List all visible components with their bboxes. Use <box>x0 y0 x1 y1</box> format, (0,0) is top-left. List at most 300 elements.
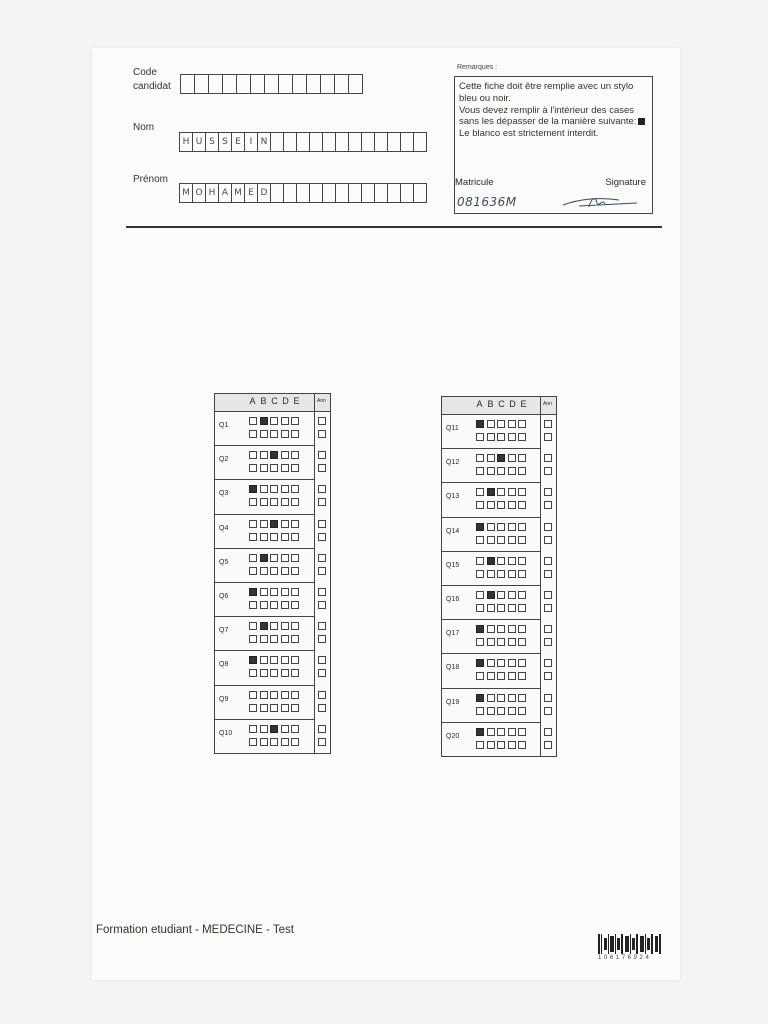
answer-checkbox[interactable] <box>518 728 526 736</box>
answer-checkbox[interactable] <box>497 420 505 428</box>
annul-checkbox[interactable] <box>544 741 552 749</box>
answer-checkbox[interactable] <box>270 656 278 664</box>
answer-checkbox[interactable] <box>497 672 505 680</box>
char-box[interactable] <box>348 132 362 152</box>
answer-checkbox[interactable] <box>508 707 516 715</box>
answer-checkbox[interactable] <box>260 430 268 438</box>
answer-checkbox[interactable] <box>497 570 505 578</box>
code-candidat-field[interactable] <box>180 74 363 94</box>
char-box[interactable] <box>348 74 363 94</box>
answer-checkbox[interactable] <box>508 467 516 475</box>
answer-checkbox[interactable] <box>291 738 299 746</box>
answer-checkbox[interactable] <box>518 741 526 749</box>
char-box[interactable]: D <box>257 183 271 203</box>
char-box[interactable] <box>283 183 297 203</box>
answer-checkbox[interactable] <box>270 533 278 541</box>
char-box[interactable]: H <box>205 183 219 203</box>
annul-checkbox[interactable] <box>318 430 326 438</box>
char-box[interactable]: E <box>244 183 258 203</box>
answer-checkbox[interactable] <box>476 638 484 646</box>
answer-checkbox[interactable] <box>249 498 257 506</box>
answer-checkbox[interactable] <box>281 417 289 425</box>
char-box[interactable] <box>374 183 388 203</box>
answer-checkbox[interactable] <box>270 464 278 472</box>
annul-checkbox[interactable] <box>318 498 326 506</box>
char-box[interactable] <box>413 183 427 203</box>
char-box[interactable] <box>180 74 195 94</box>
answer-checkbox[interactable] <box>281 554 289 562</box>
answer-checkbox[interactable] <box>487 467 495 475</box>
answer-checkbox[interactable] <box>281 464 289 472</box>
annul-checkbox[interactable] <box>318 464 326 472</box>
answer-checkbox[interactable] <box>270 738 278 746</box>
answer-checkbox[interactable] <box>508 604 516 612</box>
answer-checkbox[interactable] <box>260 691 268 699</box>
answer-checkbox[interactable] <box>281 588 289 596</box>
answer-checkbox[interactable] <box>497 694 505 702</box>
answer-checkbox[interactable] <box>270 588 278 596</box>
answer-checkbox[interactable] <box>249 430 257 438</box>
answer-checkbox[interactable] <box>260 622 268 630</box>
annul-checkbox[interactable] <box>544 570 552 578</box>
answer-checkbox[interactable] <box>270 485 278 493</box>
answer-checkbox[interactable] <box>249 554 257 562</box>
answer-checkbox[interactable] <box>260 669 268 677</box>
answer-checkbox[interactable] <box>281 704 289 712</box>
char-box[interactable] <box>334 74 349 94</box>
answer-checkbox[interactable] <box>249 588 257 596</box>
answer-checkbox[interactable] <box>497 454 505 462</box>
answer-checkbox[interactable] <box>518 694 526 702</box>
answer-checkbox[interactable] <box>270 669 278 677</box>
answer-checkbox[interactable] <box>291 588 299 596</box>
char-box[interactable] <box>361 132 375 152</box>
answer-checkbox[interactable] <box>291 691 299 699</box>
answer-checkbox[interactable] <box>518 591 526 599</box>
answer-checkbox[interactable] <box>487 536 495 544</box>
annul-checkbox[interactable] <box>544 523 552 531</box>
answer-checkbox[interactable] <box>476 557 484 565</box>
answer-checkbox[interactable] <box>508 501 516 509</box>
annul-checkbox[interactable] <box>318 533 326 541</box>
answer-checkbox[interactable] <box>518 659 526 667</box>
answer-checkbox[interactable] <box>487 488 495 496</box>
answer-checkbox[interactable] <box>249 601 257 609</box>
answer-checkbox[interactable] <box>249 691 257 699</box>
char-box[interactable] <box>306 74 321 94</box>
answer-checkbox[interactable] <box>270 451 278 459</box>
answer-checkbox[interactable] <box>281 622 289 630</box>
answer-checkbox[interactable] <box>476 570 484 578</box>
answer-checkbox[interactable] <box>518 604 526 612</box>
answer-checkbox[interactable] <box>476 467 484 475</box>
answer-checkbox[interactable] <box>518 625 526 633</box>
annul-checkbox[interactable] <box>544 672 552 680</box>
answer-checkbox[interactable] <box>249 738 257 746</box>
answer-checkbox[interactable] <box>281 485 289 493</box>
prenom-field[interactable] <box>179 183 427 203</box>
annul-checkbox[interactable] <box>318 520 326 528</box>
char-box[interactable] <box>335 132 349 152</box>
answer-checkbox[interactable] <box>497 501 505 509</box>
answer-checkbox[interactable] <box>249 725 257 733</box>
answer-checkbox[interactable] <box>487 638 495 646</box>
char-box[interactable] <box>374 132 388 152</box>
char-box[interactable] <box>194 74 209 94</box>
annul-checkbox[interactable] <box>544 454 552 462</box>
answer-checkbox[interactable] <box>487 694 495 702</box>
grid-header <box>442 397 556 415</box>
answer-checkbox[interactable] <box>249 656 257 664</box>
answer-checkbox[interactable] <box>518 523 526 531</box>
answer-checkbox[interactable] <box>497 728 505 736</box>
char-box[interactable]: U <box>192 132 206 152</box>
char-box[interactable]: H <box>179 132 193 152</box>
answer-checkbox[interactable] <box>281 567 289 575</box>
char-box[interactable] <box>270 132 284 152</box>
char-box[interactable]: M <box>179 183 193 203</box>
answer-checkbox[interactable] <box>291 485 299 493</box>
answer-checkbox[interactable] <box>281 635 289 643</box>
annul-checkbox[interactable] <box>318 451 326 459</box>
answer-checkbox[interactable] <box>476 591 484 599</box>
annul-checkbox[interactable] <box>544 557 552 565</box>
annul-checkbox[interactable] <box>544 604 552 612</box>
answer-checkbox[interactable] <box>518 707 526 715</box>
answer-checkbox[interactable] <box>281 601 289 609</box>
answer-checkbox[interactable] <box>518 557 526 565</box>
char-box[interactable]: I <box>244 132 258 152</box>
answer-checkbox[interactable] <box>249 669 257 677</box>
answer-checkbox[interactable] <box>249 622 257 630</box>
answer-checkbox[interactable] <box>497 707 505 715</box>
char-box[interactable] <box>250 74 265 94</box>
char-box[interactable] <box>283 132 297 152</box>
answer-checkbox[interactable] <box>508 728 516 736</box>
answer-checkbox[interactable] <box>260 554 268 562</box>
char-box[interactable] <box>320 74 335 94</box>
answer-checkbox[interactable] <box>487 591 495 599</box>
answer-checkbox[interactable] <box>260 725 268 733</box>
answer-checkbox[interactable] <box>497 488 505 496</box>
answer-checkbox[interactable] <box>508 591 516 599</box>
answer-checkbox[interactable] <box>291 533 299 541</box>
answer-checkbox[interactable] <box>291 622 299 630</box>
char-box[interactable] <box>387 183 401 203</box>
answer-checkbox[interactable] <box>476 672 484 680</box>
answer-checkbox[interactable] <box>281 520 289 528</box>
char-box[interactable]: S <box>218 132 232 152</box>
answer-checkbox[interactable] <box>487 659 495 667</box>
char-box[interactable] <box>348 183 362 203</box>
answer-checkbox[interactable] <box>518 454 526 462</box>
answer-checkbox[interactable] <box>291 498 299 506</box>
answer-checkbox[interactable] <box>508 433 516 441</box>
char-box[interactable]: A <box>218 183 232 203</box>
answer-checkbox[interactable] <box>487 604 495 612</box>
answer-checkbox[interactable] <box>260 738 268 746</box>
answer-checkbox[interactable] <box>281 451 289 459</box>
answer-checkbox[interactable] <box>260 588 268 596</box>
answer-checkbox[interactable] <box>476 488 484 496</box>
annul-checkbox[interactable] <box>318 567 326 575</box>
answer-checkbox[interactable] <box>476 454 484 462</box>
char-box[interactable]: E <box>231 132 245 152</box>
char-box[interactable] <box>296 183 310 203</box>
answer-checkbox[interactable] <box>487 672 495 680</box>
annul-checkbox[interactable] <box>318 622 326 630</box>
annul-checkbox[interactable] <box>544 638 552 646</box>
answer-checkbox[interactable] <box>508 625 516 633</box>
answer-checkbox[interactable] <box>270 601 278 609</box>
answer-checkbox[interactable] <box>476 659 484 667</box>
char-box[interactable] <box>208 74 223 94</box>
answer-checkbox[interactable] <box>497 659 505 667</box>
char-box[interactable] <box>335 183 349 203</box>
answer-checkbox[interactable] <box>260 567 268 575</box>
answer-checkbox[interactable] <box>270 567 278 575</box>
answer-line <box>249 588 302 596</box>
annul-checkbox[interactable] <box>318 635 326 643</box>
annul-checkbox[interactable] <box>544 536 552 544</box>
char-box[interactable] <box>322 132 336 152</box>
answer-checkbox[interactable] <box>497 604 505 612</box>
answer-checkbox[interactable] <box>281 691 289 699</box>
answer-checkbox[interactable] <box>497 523 505 531</box>
answer-checkbox[interactable] <box>260 520 268 528</box>
answer-checkbox[interactable] <box>518 536 526 544</box>
answer-checkbox[interactable] <box>497 625 505 633</box>
answer-checkbox[interactable] <box>476 707 484 715</box>
answer-checkbox[interactable] <box>487 420 495 428</box>
char-box[interactable] <box>264 74 279 94</box>
annul-checkbox[interactable] <box>318 554 326 562</box>
char-box[interactable] <box>309 132 323 152</box>
answer-checkbox[interactable] <box>508 638 516 646</box>
answer-checkbox[interactable] <box>249 520 257 528</box>
answer-checkbox[interactable] <box>518 570 526 578</box>
answer-checkbox[interactable] <box>508 523 516 531</box>
answer-checkbox[interactable] <box>508 672 516 680</box>
annul-checkbox[interactable] <box>318 601 326 609</box>
annul-checkbox[interactable] <box>318 656 326 664</box>
answer-checkbox[interactable] <box>249 417 257 425</box>
char-box[interactable]: S <box>205 132 219 152</box>
answer-checkbox[interactable] <box>487 707 495 715</box>
answer-checkbox[interactable] <box>508 570 516 578</box>
char-box[interactable] <box>400 183 414 203</box>
annul-checkbox[interactable] <box>544 488 552 496</box>
answer-checkbox[interactable] <box>497 536 505 544</box>
char-box[interactable] <box>387 132 401 152</box>
answer-checkbox[interactable] <box>270 635 278 643</box>
answer-checkbox[interactable] <box>281 725 289 733</box>
answer-checkbox[interactable] <box>476 420 484 428</box>
annul-checkbox[interactable] <box>544 433 552 441</box>
char-box[interactable] <box>400 132 414 152</box>
answer-checkbox[interactable] <box>260 656 268 664</box>
answer-checkbox[interactable] <box>508 536 516 544</box>
annul-checkbox[interactable] <box>318 704 326 712</box>
char-box[interactable] <box>222 74 237 94</box>
answer-checkbox[interactable] <box>291 669 299 677</box>
answer-checkbox[interactable] <box>508 557 516 565</box>
answer-checkbox[interactable] <box>487 728 495 736</box>
answer-checkbox[interactable] <box>249 635 257 643</box>
answer-checkbox[interactable] <box>249 533 257 541</box>
answer-checkbox[interactable] <box>281 430 289 438</box>
answer-checkbox[interactable] <box>518 420 526 428</box>
answer-checkbox[interactable] <box>260 704 268 712</box>
answer-checkbox[interactable] <box>249 464 257 472</box>
answer-checkbox[interactable] <box>508 694 516 702</box>
answer-checkbox[interactable] <box>260 417 268 425</box>
answer-checkbox[interactable] <box>476 501 484 509</box>
answer-checkbox[interactable] <box>497 467 505 475</box>
annul-checkbox[interactable] <box>544 694 552 702</box>
answer-checkbox[interactable] <box>260 635 268 643</box>
answer-checkbox[interactable] <box>291 554 299 562</box>
answer-checkbox[interactable] <box>249 485 257 493</box>
answer-checkbox[interactable] <box>260 533 268 541</box>
annul-checkbox[interactable] <box>544 625 552 633</box>
annul-checkbox[interactable] <box>318 417 326 425</box>
answer-checkbox[interactable] <box>270 704 278 712</box>
signature-label: Signature <box>605 177 646 188</box>
answer-checkbox[interactable] <box>291 704 299 712</box>
char-box[interactable] <box>309 183 323 203</box>
answer-checkbox[interactable] <box>270 498 278 506</box>
answer-checkbox[interactable] <box>508 659 516 667</box>
answer-checkbox[interactable] <box>508 741 516 749</box>
answer-checkbox[interactable] <box>291 725 299 733</box>
answer-checkbox[interactable] <box>476 728 484 736</box>
answer-checkbox[interactable] <box>487 625 495 633</box>
answer-checkbox[interactable] <box>487 433 495 441</box>
annul-checkbox[interactable] <box>544 420 552 428</box>
answer-checkbox[interactable] <box>487 741 495 749</box>
answer-checkbox[interactable] <box>291 656 299 664</box>
answer-checkbox[interactable] <box>260 485 268 493</box>
char-box[interactable] <box>296 132 310 152</box>
annul-checkbox[interactable] <box>318 588 326 596</box>
answer-checkbox[interactable] <box>518 433 526 441</box>
answer-checkbox[interactable] <box>291 451 299 459</box>
answer-checkbox[interactable] <box>518 672 526 680</box>
answer-checkbox[interactable] <box>270 691 278 699</box>
answer-checkbox[interactable] <box>291 430 299 438</box>
char-box[interactable] <box>278 74 293 94</box>
answer-checkbox[interactable] <box>487 570 495 578</box>
answer-checkbox[interactable] <box>518 501 526 509</box>
answer-checkbox[interactable] <box>487 454 495 462</box>
answer-checkbox[interactable] <box>476 694 484 702</box>
answer-checkbox[interactable] <box>497 638 505 646</box>
annul-checkbox[interactable] <box>544 707 552 715</box>
char-box[interactable] <box>270 183 284 203</box>
answer-checkbox[interactable] <box>249 451 257 459</box>
answer-checkbox[interactable] <box>291 601 299 609</box>
answer-checkbox[interactable] <box>518 488 526 496</box>
answer-checkbox[interactable] <box>270 520 278 528</box>
char-box[interactable] <box>292 74 307 94</box>
annul-checkbox[interactable] <box>318 691 326 699</box>
answer-checkbox[interactable] <box>281 738 289 746</box>
char-box[interactable] <box>322 183 336 203</box>
answer-checkbox[interactable] <box>476 523 484 531</box>
answer-checkbox[interactable] <box>249 567 257 575</box>
annul-checkbox[interactable] <box>318 738 326 746</box>
answer-checkbox[interactable] <box>291 567 299 575</box>
answer-checkbox[interactable] <box>291 417 299 425</box>
char-box[interactable]: O <box>192 183 206 203</box>
annul-checkbox[interactable] <box>544 467 552 475</box>
answer-checkbox[interactable] <box>291 464 299 472</box>
char-box[interactable] <box>236 74 251 94</box>
annul-checkbox[interactable] <box>544 591 552 599</box>
answer-checkbox[interactable] <box>487 523 495 531</box>
answer-checkbox[interactable] <box>291 520 299 528</box>
annul-checkbox[interactable] <box>318 725 326 733</box>
char-box[interactable] <box>413 132 427 152</box>
answer-checkbox[interactable] <box>487 501 495 509</box>
answer-checkbox[interactable] <box>508 420 516 428</box>
annul-checkbox[interactable] <box>318 669 326 677</box>
answer-checkbox[interactable] <box>281 498 289 506</box>
answer-checkbox[interactable] <box>249 704 257 712</box>
nom-field[interactable] <box>179 132 427 152</box>
answer-checkbox[interactable] <box>281 533 289 541</box>
answer-checkbox[interactable] <box>260 464 268 472</box>
annul-checkbox[interactable] <box>544 501 552 509</box>
answer-checkbox[interactable] <box>518 467 526 475</box>
answer-checkbox[interactable] <box>270 417 278 425</box>
correction-line <box>476 672 529 680</box>
answer-checkbox[interactable] <box>508 488 516 496</box>
answer-checkbox[interactable] <box>270 554 278 562</box>
column-letter: A <box>249 396 256 406</box>
answer-checkbox[interactable] <box>497 557 505 565</box>
answer-checkbox[interactable] <box>270 622 278 630</box>
answer-checkbox[interactable] <box>270 430 278 438</box>
char-box[interactable] <box>361 183 375 203</box>
answer-checkbox[interactable] <box>260 498 268 506</box>
annul-checkbox[interactable] <box>318 485 326 493</box>
answer-checkbox[interactable] <box>476 741 484 749</box>
answer-checkbox[interactable] <box>260 451 268 459</box>
answer-checkbox[interactable] <box>508 454 516 462</box>
answer-checkbox[interactable] <box>281 669 289 677</box>
answer-checkbox[interactable] <box>260 601 268 609</box>
answer-checkbox[interactable] <box>476 604 484 612</box>
filled-square-example-icon <box>638 118 645 125</box>
char-box[interactable]: M <box>231 183 245 203</box>
answer-checkbox[interactable] <box>518 638 526 646</box>
answer-checkbox[interactable] <box>476 433 484 441</box>
answer-checkbox[interactable] <box>497 433 505 441</box>
annul-checkbox[interactable] <box>544 728 552 736</box>
answer-checkbox[interactable] <box>497 591 505 599</box>
char-box[interactable]: N <box>257 132 271 152</box>
answer-checkbox[interactable] <box>291 635 299 643</box>
answer-checkbox[interactable] <box>476 536 484 544</box>
answer-checkbox[interactable] <box>476 625 484 633</box>
answer-checkbox[interactable] <box>487 557 495 565</box>
annul-checkbox[interactable] <box>544 659 552 667</box>
answer-checkbox[interactable] <box>497 741 505 749</box>
answer-checkbox[interactable] <box>281 656 289 664</box>
answer-checkbox[interactable] <box>270 725 278 733</box>
